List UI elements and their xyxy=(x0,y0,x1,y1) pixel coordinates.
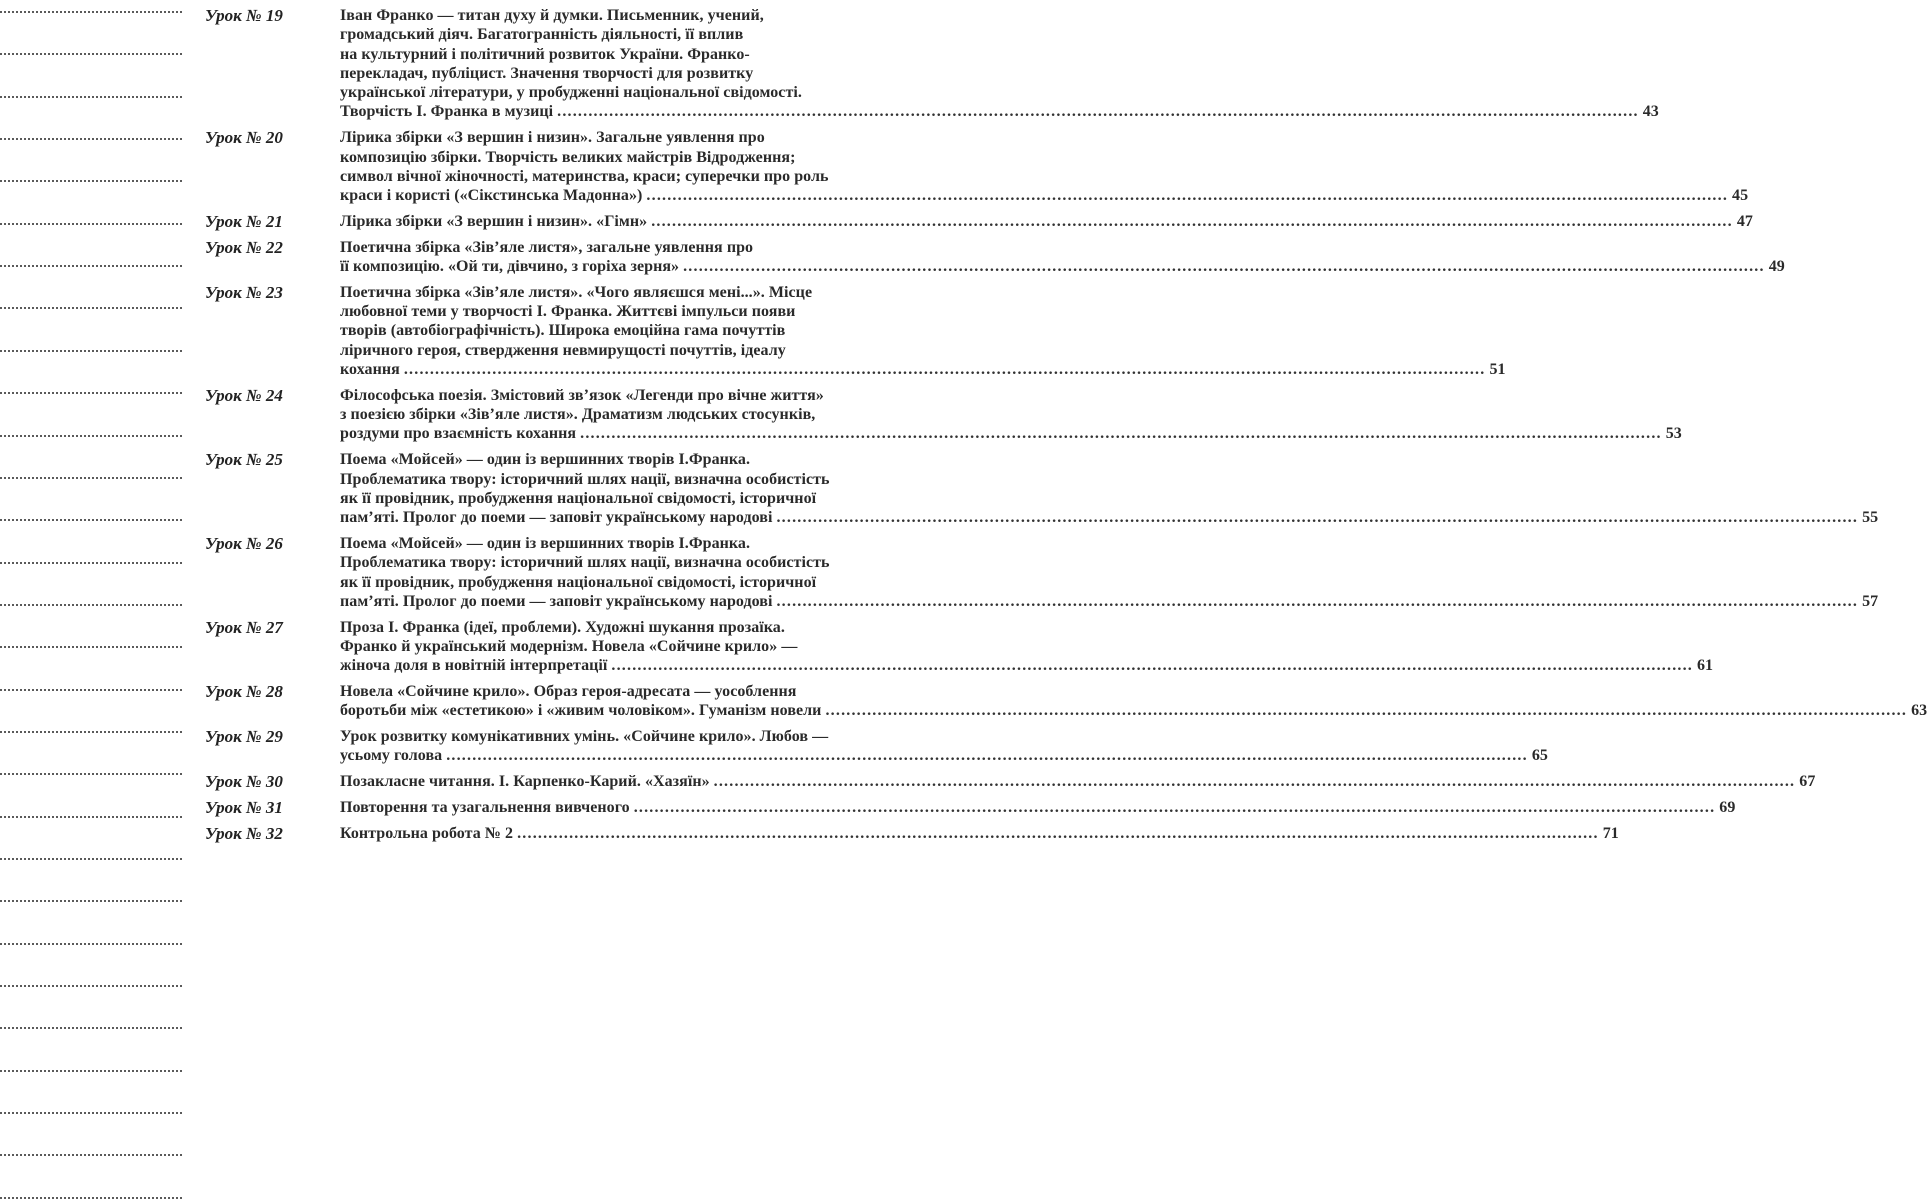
dot-leader xyxy=(825,701,1907,720)
page-number: 71 xyxy=(1602,824,1619,842)
description-line: краси і користі («Сікстинська Мадонна») xyxy=(340,187,643,205)
lesson-description xyxy=(340,238,1785,277)
margin-dotted-line xyxy=(0,180,182,182)
description-last-line xyxy=(340,102,1659,121)
margin-dotted-line xyxy=(0,731,182,733)
toc-entry xyxy=(205,450,1879,527)
description-line: Франко й український модернізм. Новела «Сойчине крило» — xyxy=(340,637,798,655)
page-number: 57 xyxy=(1862,592,1879,610)
page-number: 63 xyxy=(1911,702,1927,720)
description-line: з поезією збірки «Зів’яле листя». Драматизм людських стосунків, xyxy=(340,406,816,424)
description-line: творів (автобіографічність). Широка емоційна гама почуттів xyxy=(340,322,786,340)
toc-entry xyxy=(205,211,1753,231)
margin-dotted-line xyxy=(0,435,182,437)
page-number: 55 xyxy=(1862,509,1879,527)
margin-dotted-line xyxy=(0,350,182,352)
lesson-number: Урок № 28 xyxy=(205,682,283,701)
description-last-line xyxy=(340,746,1548,765)
lesson-description xyxy=(340,727,1548,766)
margin-dotted-line xyxy=(0,773,182,775)
description-last-line xyxy=(340,701,1927,720)
description-line: перекладач, публіцист. Значення творчості для розвитку xyxy=(340,64,754,82)
margin-dotted-line xyxy=(0,858,182,860)
dot-leader xyxy=(557,102,1639,121)
description-line: Поема «Мойсей» — один із вершинних творів І.Франка. xyxy=(340,534,751,552)
description-last-line xyxy=(340,212,1753,231)
lesson-description xyxy=(340,212,1753,231)
lesson-number: Урок № 30 xyxy=(205,772,283,792)
description-line: Проза І. Франка (ідеї, проблеми). Художні шукання прозаїка. xyxy=(340,618,785,636)
description-line: Лірика збірки «З вершин і низин». Загальне уявлення про xyxy=(340,129,765,147)
description-line: любовної теми у творчості І. Франка. Життєві імпульси появи xyxy=(340,303,796,321)
margin-dotted-line xyxy=(0,1112,182,1114)
margin-dotted-line xyxy=(0,265,182,267)
page-number: 47 xyxy=(1736,212,1753,230)
lesson-number: Урок № 31 xyxy=(205,797,283,817)
lesson-number: Урок № 22 xyxy=(205,237,283,257)
dot-leader xyxy=(646,186,1728,205)
description-line: пам’яті. Пролог до поеми — заповіт українському народові xyxy=(340,592,773,610)
lesson-number: Урок № 32 xyxy=(205,823,283,843)
lesson-description xyxy=(340,772,1815,791)
page-number: 43 xyxy=(1642,103,1659,121)
lesson-description xyxy=(340,386,1682,444)
description-line: Контрольна робота № 2 xyxy=(340,824,514,842)
lesson-description xyxy=(340,682,1927,721)
page-number: 67 xyxy=(1799,773,1816,791)
page-number: 61 xyxy=(1697,657,1714,675)
dot-leader xyxy=(776,508,1858,527)
description-line: Позакласне читання. І. Карпенко-Карий. «Хазяїн» xyxy=(340,773,710,791)
lesson-description xyxy=(340,798,1735,817)
dot-leader xyxy=(634,798,1716,817)
description-line: жіноча доля в новітній інтерпретації xyxy=(340,657,608,675)
description-line: усьому голова xyxy=(340,747,443,765)
dot-leader xyxy=(404,360,1486,379)
description-line: як її провідник, пробудження національної свідомості, історичної xyxy=(340,573,817,591)
description-last-line xyxy=(340,772,1815,791)
description-line: Філософська поезія. Змістовий зв’язок «Легенди про вічне життя» xyxy=(340,386,824,404)
margin-dotted-line xyxy=(0,392,182,394)
lesson-number: Урок № 21 xyxy=(205,211,283,231)
description-last-line xyxy=(340,257,1785,276)
lesson-description xyxy=(340,618,1713,676)
margin-dotted-line xyxy=(0,307,182,309)
toc-entry xyxy=(205,823,1619,843)
margin-dotted-line xyxy=(0,816,182,818)
toc-entry xyxy=(205,282,1506,379)
margin-dotted-line xyxy=(0,689,182,691)
description-last-line xyxy=(340,824,1619,843)
page-number: 53 xyxy=(1665,425,1682,443)
lesson-number: Урок № 26 xyxy=(205,533,283,553)
dot-leader xyxy=(683,257,1765,276)
dot-leader xyxy=(714,772,1796,791)
description-line: на культурний і політичний розвиток України. Франко- xyxy=(340,45,750,63)
description-last-line xyxy=(340,592,1878,611)
margin-dotted-line xyxy=(0,477,182,479)
lesson-number: Урок № 24 xyxy=(205,385,283,405)
toc-entry xyxy=(205,617,1714,676)
page-number: 51 xyxy=(1489,361,1506,379)
description-line: Творчість І. Франка в музиці xyxy=(340,103,554,121)
description-line: громадський діяч. Багатогранність діяльності, її вплив xyxy=(340,26,744,44)
page-number: 65 xyxy=(1531,747,1548,765)
description-last-line xyxy=(340,656,1713,675)
description-line: Поетична збірка «Зів’яле листя». «Чого являєшся мені...». Місце xyxy=(340,283,813,301)
margin-dotted-line xyxy=(0,1027,182,1029)
description-line: символ вічної жіночності, материнства, краси; суперечки про роль xyxy=(340,167,829,185)
toc-entry xyxy=(205,682,1927,721)
lesson-number: Урок № 27 xyxy=(205,617,283,637)
lesson-number: Урок № 23 xyxy=(205,282,283,302)
page-number: 49 xyxy=(1768,258,1785,276)
toc-entry xyxy=(205,385,1682,444)
description-line: боротьби між «естетикою» і «живим чоловіком». Гуманізм новели xyxy=(340,702,822,720)
margin-dotted-line xyxy=(0,11,182,13)
lesson-description xyxy=(340,450,1878,527)
margin-dotted-line xyxy=(0,985,182,987)
description-line: Іван Франко — титан духу й думки. Письменник, учений, xyxy=(340,7,764,24)
description-last-line xyxy=(340,508,1878,527)
description-last-line xyxy=(340,798,1735,817)
description-line: пам’яті. Пролог до поеми — заповіт українському народові xyxy=(340,509,773,527)
margin-dotted-line xyxy=(0,1154,182,1156)
margin-dotted-line xyxy=(0,1070,182,1072)
margin-dotted-line xyxy=(0,900,182,902)
description-line: її композицію. «Ой ти, дівчино, з горіха зерня» xyxy=(340,258,680,276)
description-line: кохання xyxy=(340,361,400,379)
lesson-number: Урок № 29 xyxy=(205,727,283,747)
lesson-number: Урок № 25 xyxy=(205,450,283,470)
lesson-number: Урок № 19 xyxy=(205,6,283,25)
toc-entry xyxy=(205,6,1659,122)
margin-dotted-line xyxy=(0,562,182,564)
margin-dotted-line xyxy=(0,646,182,648)
margin-dotted-line xyxy=(0,604,182,606)
description-line: композицію збірки. Творчість великих майстрів Відродження; xyxy=(340,148,796,166)
margin-dotted-line xyxy=(0,138,182,140)
description-line: Проблематика твору: історичний шлях нації, визначна особистість xyxy=(340,470,830,488)
page-number: 69 xyxy=(1719,798,1736,816)
page-number: 45 xyxy=(1732,187,1749,205)
lesson-description xyxy=(340,283,1506,379)
dot-leader xyxy=(776,592,1858,611)
dot-leader xyxy=(580,424,1662,443)
description-line: Проблематика твору: історичний шлях нації, визначна особистість xyxy=(340,554,830,572)
margin-note-lines xyxy=(0,0,183,1200)
margin-dotted-line xyxy=(0,943,182,945)
margin-dotted-line xyxy=(0,1197,182,1199)
description-last-line xyxy=(340,424,1682,443)
dot-leader xyxy=(611,656,1693,675)
toc-entry xyxy=(205,772,1816,792)
margin-dotted-line xyxy=(0,96,182,98)
dot-leader xyxy=(651,212,1733,231)
lesson-number: Урок № 20 xyxy=(205,128,283,148)
description-line: Поетична збірка «Зів’яле листя», загальне уявлення про xyxy=(340,238,754,256)
toc-entry xyxy=(205,797,1736,817)
dot-leader xyxy=(446,746,1528,765)
margin-dotted-line xyxy=(0,519,182,521)
toc-entry xyxy=(205,727,1548,766)
lesson-description xyxy=(340,534,1878,611)
table-of-contents xyxy=(205,6,1927,850)
description-line: роздуми про взаємність кохання xyxy=(340,425,577,443)
toc-entry xyxy=(205,128,1749,205)
margin-dotted-line xyxy=(0,53,182,55)
description-line: Повторення та узагальнення вивченого xyxy=(340,798,630,816)
lesson-description xyxy=(340,6,1659,122)
margin-dotted-line xyxy=(0,223,182,225)
description-line: Урок розвитку комунікативних умінь. «Сойчине крило». Любов — xyxy=(340,728,829,746)
lesson-description xyxy=(340,128,1748,205)
description-line: Поема «Мойсей» — один із вершинних творів І.Франка. xyxy=(340,451,751,469)
description-line: як її провідник, пробудження національної свідомості, історичної xyxy=(340,489,817,507)
description-line: Новела «Сойчине крило». Образ героя-адресата — уособлення xyxy=(340,683,797,700)
description-last-line xyxy=(340,186,1748,205)
description-last-line xyxy=(340,360,1506,379)
lesson-description xyxy=(340,824,1619,843)
dot-leader xyxy=(517,824,1599,843)
description-line: української літератури, у пробудженні національної свідомості. xyxy=(340,84,802,102)
toc-entry xyxy=(205,237,1785,277)
description-line: Лірика збірки «З вершин і низин». «Гімн» xyxy=(340,212,648,230)
description-line: ліричного героя, ствердження невмирущості почуттів, ідеалу xyxy=(340,341,786,359)
toc-entry xyxy=(205,533,1879,611)
